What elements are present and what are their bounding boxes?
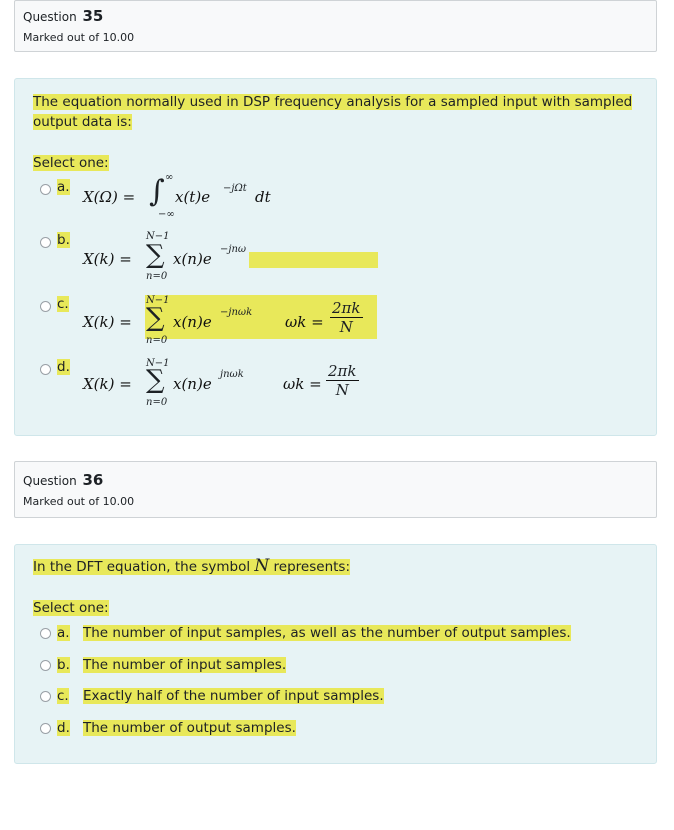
option-b-radio[interactable] [40,237,51,248]
option-d-radio[interactable] [40,364,51,375]
option-text: Exactly half of the number of input samples. [83,688,384,704]
omega-definition: ωk = [285,313,324,331]
question-text-highlight [33,556,350,576]
omega-definition: ωk = [283,375,322,393]
option-c-text[interactable] [83,688,384,704]
question-number-value: 36 [82,471,104,489]
question-grade: Marked out of 10.00 [23,31,135,44]
omega-fraction [330,299,363,336]
summand: x(n)e [173,375,212,393]
integrand: x(t)e [175,188,211,206]
option-b-radio[interactable] [40,660,51,671]
integrand-exponent: −jΩt [223,183,247,194]
option-letter-text: d. [57,720,70,736]
option-letter-text: b. [57,657,70,673]
symbol-n: N [254,556,270,576]
sum-lower: n=0 [146,397,168,408]
option-text: The number of input samples, as well as the number of output samples. [83,625,571,641]
fraction-denominator: N [335,381,349,399]
question-text-pre: In the DFT equation, the symbol [33,559,255,575]
option-a-letter [57,179,70,195]
equation-lhs: X(k) = [83,250,132,268]
option-letter-text: c. [57,296,69,312]
select-one-label [33,155,109,171]
option-c-letter [57,296,69,312]
option-letter-text: c. [57,688,69,704]
summand: x(n)e [173,250,212,268]
option-b-letter [57,232,70,248]
option-b-text[interactable] [83,657,286,673]
sum-sign: ∑ [146,303,165,333]
sum-upper: N−1 [146,295,170,306]
option-a-radio[interactable] [40,628,51,639]
option-d-letter [57,720,70,736]
option-a-letter [57,625,70,641]
question-text [33,556,350,577]
option-c-radio[interactable] [40,301,51,312]
sum-lower: n=0 [146,271,168,282]
option-text: The number of output samples. [83,720,296,736]
question-number-value: 35 [82,7,104,25]
option-text: The number of input samples. [83,657,287,673]
option-letter-text: b. [57,232,70,248]
integral-sign: ∫ [149,174,165,209]
question-text-post: represents: [269,559,350,575]
integrand-differential: dt [255,188,271,206]
option-letter-text: d. [57,359,70,375]
option-d-radio[interactable] [40,723,51,734]
question-text [33,92,632,132]
integral-lower: −∞ [158,209,175,220]
option-a-radio[interactable] [40,184,51,195]
option-letter-text: a. [57,625,70,641]
select-one-text: Select one: [33,155,109,171]
fraction-denominator: N [339,318,353,336]
question-35-content [14,78,657,436]
fraction-numerator: 2πk [328,362,357,380]
question-label: Question [23,10,77,24]
question-text-line: output data is: [33,114,132,130]
integral-upper: ∞ [165,172,174,183]
equation-lhs: X(k) = [83,313,132,331]
option-d-letter [57,359,70,375]
sum-lower: n=0 [146,335,168,346]
summand-exponent: −jnωk [220,307,253,318]
option-letter-text: a. [57,179,70,195]
equation-lhs: X(k) = [83,375,132,393]
sum-upper: N−1 [146,358,170,369]
summand: x(n)e [173,313,212,331]
select-one-label [33,600,109,616]
summand-exponent: −jnω [220,244,247,255]
option-c-letter [57,688,69,704]
fraction-numerator: 2πk [332,299,361,317]
option-d-text[interactable] [83,720,296,736]
option-c-radio[interactable] [40,691,51,702]
question-36-info [14,461,657,518]
summand-exponent: jnωk [220,369,244,380]
question-label: Question [23,474,77,488]
option-b-highlight [249,252,378,268]
sum-upper: N−1 [146,231,170,242]
question-number [23,7,103,25]
omega-fraction [326,362,359,399]
select-one-text: Select one: [33,600,109,616]
option-a-text[interactable] [83,625,571,641]
question-35-info [14,0,657,52]
question-36-content [14,544,657,764]
question-text-line: The equation normally used in DSP frequency analysis for a sampled input with sampled [33,94,633,110]
sum-sign: ∑ [146,365,165,395]
question-number [23,471,103,489]
equation-lhs: X(Ω) = [83,188,136,206]
option-b-letter [57,657,70,673]
question-grade: Marked out of 10.00 [23,495,135,508]
sum-sign: ∑ [146,240,165,270]
